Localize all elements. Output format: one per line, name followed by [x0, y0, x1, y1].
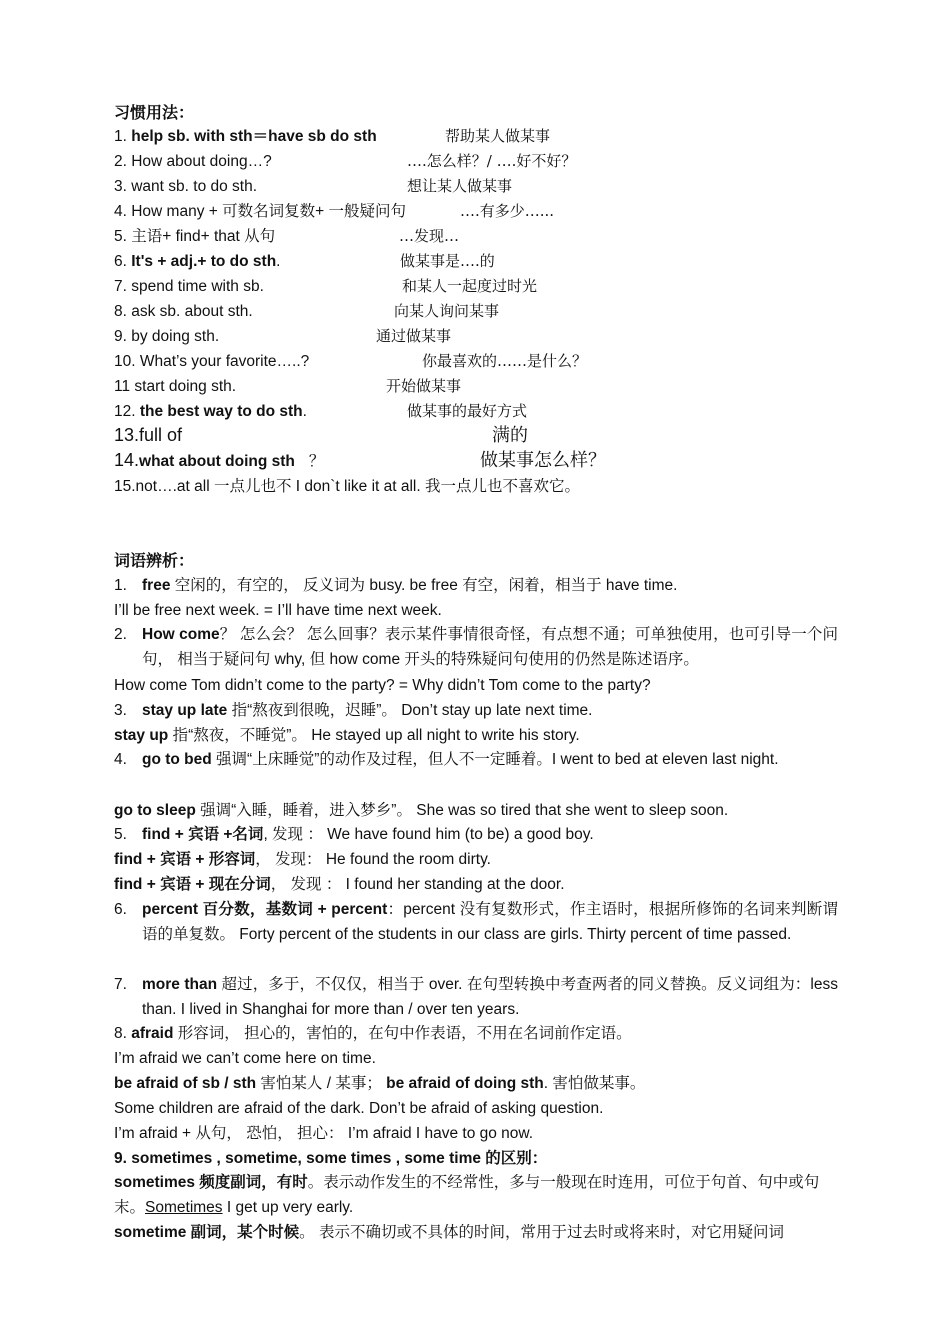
analysis-item-6: 6. percent 百分数，基数词 + percent：percent 没有复数形式，作主语时，根据所修饰的名词来判断谓语的单复数。 Forty percent of the students in our class are girls. Thirty percent of time passed. [114, 901, 839, 943]
analysis-item-1: 1. free 空闲的，有空的， 反义词为 busy. be free 有空，闲着，相当于 have time. [114, 577, 678, 594]
idiom-item-1: 1. help sb. with sth＝have sb do sth 帮助某人做某事 [114, 127, 551, 145]
idiom-item-5: 5. 主语+ find+ that 从句 …发现… [114, 227, 460, 245]
idiom-item-7: 7. spend time with sb. 和某人一起度过时光 [114, 277, 538, 295]
analysis-example-8c: I’m afraid + 从句， 恐怕， 担心： I’m afraid I have to go now. [114, 1125, 534, 1142]
section-heading-idioms: 习惯用法： [114, 103, 195, 122]
analysis-example-2: How come Tom didn’t come to the party? = Why didn’t Tom come to the party? [114, 677, 651, 694]
idiom-item-2: 2. How about doing…? ….怎么样？/ ….好不好？ [114, 152, 577, 170]
idiom-item-14: 14.what about doing sth ？ 做某事怎么样？ [114, 450, 606, 471]
analysis-item-9-heading: 9. sometimes , sometime, some times , some time 的区别： [114, 1150, 548, 1167]
analysis-item-2: 2. How come？ 怎么会？ 怎么回事？表示某件事情很奇怪，有点想不通；可单独使用，也可引导一个问句， 相当于疑问句 why, 但 how come 开头的特殊疑问句使用的仍然是陈述语序。 [114, 626, 839, 668]
idiom-item-12: 12. the best way to do sth. 做某事的最好方式 [114, 402, 528, 420]
idiom-item-15: 15.not….at all 一点儿也不 I don`t like it at all. 我一点儿也不喜欢它。 [114, 478, 580, 495]
analysis-item-5b: find + 宾语 + 形容词， 发现： He found the room dirty. [114, 851, 491, 868]
idiom-item-11: 11 start doing sth. 开始做某事 [114, 377, 462, 395]
section-heading-word-analysis: 词语辨析： [114, 551, 195, 570]
analysis-item-9a: sometimes 频度副词，有时。表示动作发生的不经常性，多与一般现在时连用，可位于句首、句中或句末。Sometimes I get up very early. [114, 1174, 820, 1216]
idiom-item-9: 9. by doing sth. 通过做某事 [114, 327, 452, 345]
idiom-item-3: 3. want sb. to do sth. 想让某人做某事 [114, 177, 513, 195]
analysis-example-8a: I’m afraid we can’t come here on time. [114, 1050, 376, 1067]
idiom-item-8: 8. ask sb. about sth. 向某人询问某事 [114, 302, 500, 320]
idiom-item-10: 10. What’s your favorite…..? 你最喜欢的……是什么？ [114, 352, 588, 370]
analysis-item-4b: go to sleep 强调“入睡，睡着，进入梦乡”。 She was so tired that she went to sleep soon. [114, 802, 729, 819]
analysis-item-4: 4. go to bed 强调“上床睡觉”的动作及过程，但人不一定睡着。I went to bed at eleven last night. [114, 751, 779, 768]
analysis-item-3b: stay up 指“熬夜，不睡觉”。 He stayed up all night to write his story. [114, 727, 580, 744]
analysis-item-3: 3. stay up late 指“熬夜到很晚，迟睡”。 Don’t stay up late next time. [114, 702, 593, 719]
idiom-item-6: 6. It's + adj.+ to do sth. 做某事是….的 [114, 252, 495, 270]
analysis-item-8: 8. afraid 形容词， 担心的，害怕的，在句中作表语，不用在名词前作定语。 [114, 1025, 632, 1042]
idiom-item-13: 13.full of 满的 [114, 425, 528, 446]
analysis-item-9b: sometime 副词，某个时候。 表示不确切或不具体的时间，常用于过去时或将来时，对它用疑问词 [114, 1224, 784, 1241]
analysis-example-8b: Some children are afraid of the dark. Don’t be afraid of asking question. [114, 1100, 604, 1117]
analysis-item-5: 5. find + 宾语 +名词, 发现 ： We have found him (to be) a good boy. [114, 826, 594, 843]
analysis-item-8b: be afraid of sb / sth 害怕某人 / 某事； be afraid of doing sth. 害怕做某事。 [114, 1075, 646, 1092]
analysis-item-5c: find + 宾语 + 现在分词， 发现 ： I found her standing at the door. [114, 876, 565, 893]
analysis-item-7: 7. more than 超过，多于，不仅仅，相当于 over. 在句型转换中考查两者的同义替换。反义词组为：less than. I lived in Shanghai for more than / over ten years. [114, 976, 838, 1018]
analysis-example-1: I’ll be free next week. = I’ll have time next week. [114, 602, 442, 619]
idiom-item-4: 4. How many + 可数名词复数+ 一般疑问句 ….有多少…... [114, 202, 555, 220]
